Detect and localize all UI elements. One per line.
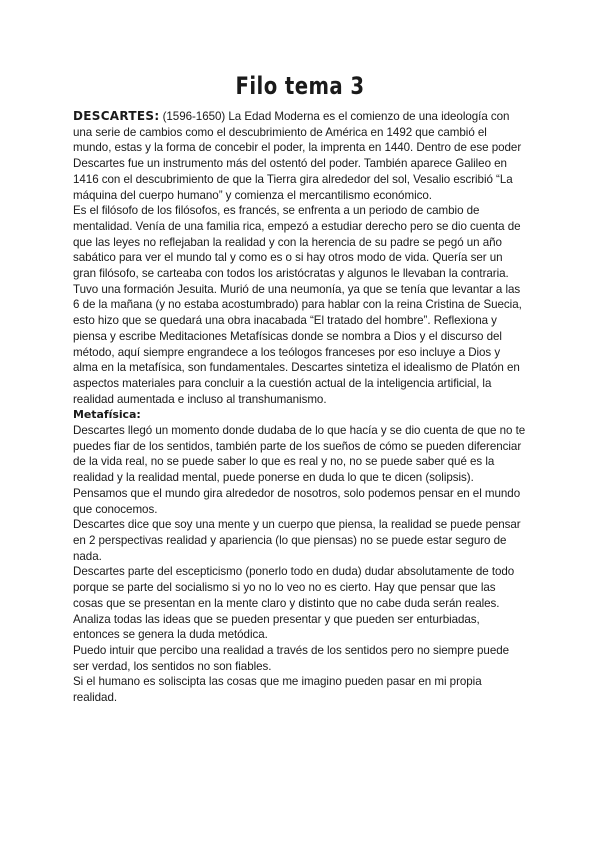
metafisica-paragraph: Descartes llegó un momento donde dudaba de lo que hacía y se dio cuenta de que no te puedes fiar de los sentidos, también parte de los sueños de cómo se pueden diferenciar de la vida real, no se puede saber lo que es real y no, no se puede saber qué es la realidad y la realidad mental, puede ponerse en duda lo que te dicen (solipsis). Pensamos que el mundo gira alrededor de nosotros, solo podemos pensar en el mundo que conocemos. [73,424,526,516]
descartes-label: DESCARTES: [73,109,160,123]
metafisica-paragraph: Si el humano es soliscipta las cosas que me imagino pueden pasar en mi propia realidad. [73,675,482,705]
document-body [73,109,527,706]
page-title: Filo tema 3 [235,72,365,100]
metafisica-heading: Metafísica: [73,408,141,422]
biography-paragraph: Es el filósofo de los filósofos, es francés, se enfrenta a un periodo de cambio de mentalidad. Venía de una familia rica, empezó a estudiar derecho pero se dio cuenta de que las leyes no reflejaban la realidad y con la herencia de su padre se pegó un año sabático para ver el mundo tal y como es o si hay otros modo de vida. Quería ser un gran filósofo, se carteaba con todos los aristócratas y algunos le llevaban la contraria. Tuvo una formación Jesuita. Murió de una neumonía, ya que se tenía que levantar a las 6 de la mañana (y no estaba acostumbrado) para hablar con la reina Cristina de Suecia, esto hizo que se quedará una obra inacabada “El tratado del hombre”. Reflexiona y piensa y escribe Meditaciones Metafísicas donde se nombra a Dios y el discurso del método, aquí siempre engrandece a los teólogos franceses por eso incluye a Dios y alma en la metafísica, son fundamentales. Descartes sintetiza el idealismo de Platón en aspectos materiales para concluir a la cuestión actual de la inteligencia artificial, la realidad aumentada e incluso al transhumanismo. [73,204,522,406]
intro-text: (1596-1650) La Edad Moderna es el comienzo de una ideología con una serie de cambios como el descubrimiento de América en 1492 que cambió el mundo, estas y la forma de concebir el poder, la imprenta en 1440. Dentro de ese poder Descartes fue un instrumento más del ostentó del poder. También aparece Galileo en 1416 con el descubrimiento de que la Tierra gira alrededor del sol, Vesalio escribió “La máquina del cuerpo humano” y comienza el mercantilismo económico. [73,110,522,202]
metafisica-paragraph: Descartes parte del escepticismo (ponerlo todo en duda) dudar absolutamente de todo porque se parte del socialismo si yo no lo veo no es cierto. Hay que pensar que las cosas que se presentan en la mente claro y distinto que no cabe duda serán reales. Analiza todas las ideas que se pueden presentar y que pueden ser enturbiadas, entonces se genera la duda metódica. [73,565,515,642]
metafisica-paragraph: Puedo intuir que percibo una realidad a través de los sentidos pero no siempre puede ser verdad, los sentidos no son fiables. [73,643,510,673]
metafisica-paragraph: Descartes dice que soy una mente y un cuerpo que piensa, la realidad se puede pensar en 2 perspectivas realidad y apariencia (lo que piensas) no se puede estar seguro de nada. [73,518,521,563]
intro-paragraph [73,109,527,203]
